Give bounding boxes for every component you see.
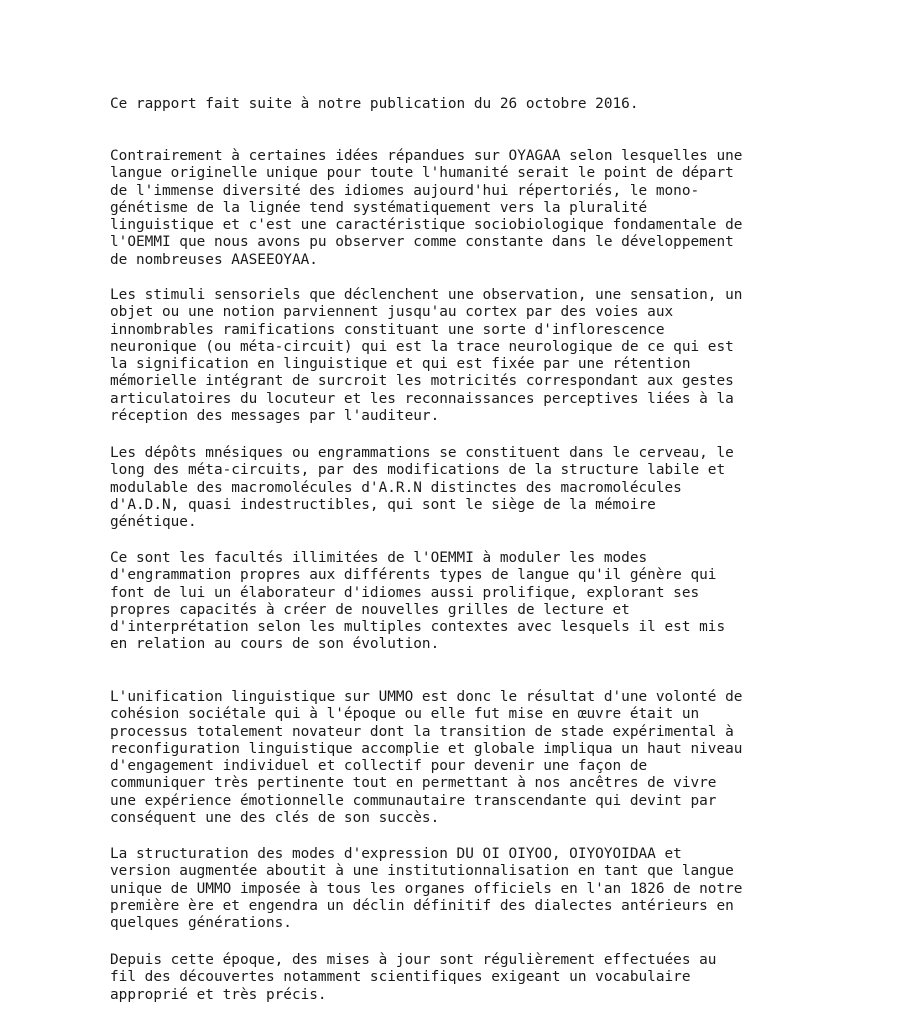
paragraph: Les dépôts mnésiques ou engrammations se constituent dans le cerveau, le long des méta-circuits, par des modifications de la structure labile et modulable des macromolécules d'A.R.N distinctes des macromolécules d'A.D.N, quasi indestructibles, qui sont le siège de la mémoire génétique. bbox=[110, 445, 734, 531]
paragraph: L'unification linguistique sur UMMO est donc le résultat d'une volonté de cohésion sociétale qui à l'époque ou elle fut mise en œuvre était un processus totalement novateur dont la transition de stade expérimental à reconfiguration linguistique accomplie et globale impliqua un haut niveau d'engagement individuel et collectif pour devenir une façon de communiquer très pertinente tout en permettant à nos ancêtres de vivre une expérience émotionnelle communautaire transcendante qui devint par conséquent une des clés de son succès. bbox=[110, 689, 743, 827]
paragraph: Contrairement à certaines idées répandues sur OYAGAA selon lesquelles une langue originelle unique pour toute l'humanité serait le point de départ de l'immense diversité des idiomes aujourd'hui répertoriés, le mono- génétisme de la lignée tend systématiquement vers la pluralité linguistique et c'est une caractéristique sociobiologique fondamentale de l'OEMMI que nous avons pu observer comme constante dans le développement de nombreuses AASEEOYAA. bbox=[110, 148, 743, 268]
paragraph: Les stimuli sensoriels que déclenchent une observation, une sensation, un objet ou une notion parviennent jusqu'au cortex par des voies aux innombrables ramifications constituant une sorte d'inflorescence neuronique (ou méta-circuit) qui est la trace neurologique de ce qui est la signification en linguistique et qui est fixée par une rétention mémorielle intégrant de surcroit les motricités correspondant aux gestes articulatoires du locuteur et les reconnaissances perceptives liées à la réception des messages par l'auditeur. bbox=[110, 287, 743, 425]
paragraph-intro: Ce rapport fait suite à notre publication du 26 octobre 2016. bbox=[110, 96, 639, 112]
paragraph: Ce sont les facultés illimitées de l'OEMMI à moduler les modes d'engrammation propres aux différents types de langue qu'il génère qui font de lui un élaborateur d'idiomes aussi prolifique, explorant ses propres capacités à créer de nouvelles grilles de lecture et d'interprétation selon les multiples contextes avec lesquels il est mis en relation au cours de son évolution. bbox=[110, 550, 726, 653]
paragraph: La structuration des modes d'expression DU OI OIYOO, OIYOYOIDAA et version augmentée aboutit à une institutionnalisation en tant que langue unique de UMMO imposée à tous les organes officiels en l'an 1826 de notre première ère et engendra un déclin définitif des dialectes antérieurs en quelques générations. bbox=[110, 846, 743, 932]
paragraph: Depuis cette époque, des mises à jour sont régulièrement effectuées au fil des découvertes notamment scientifiques exigeant un vocabulaire approprié et très précis. bbox=[110, 952, 717, 1003]
